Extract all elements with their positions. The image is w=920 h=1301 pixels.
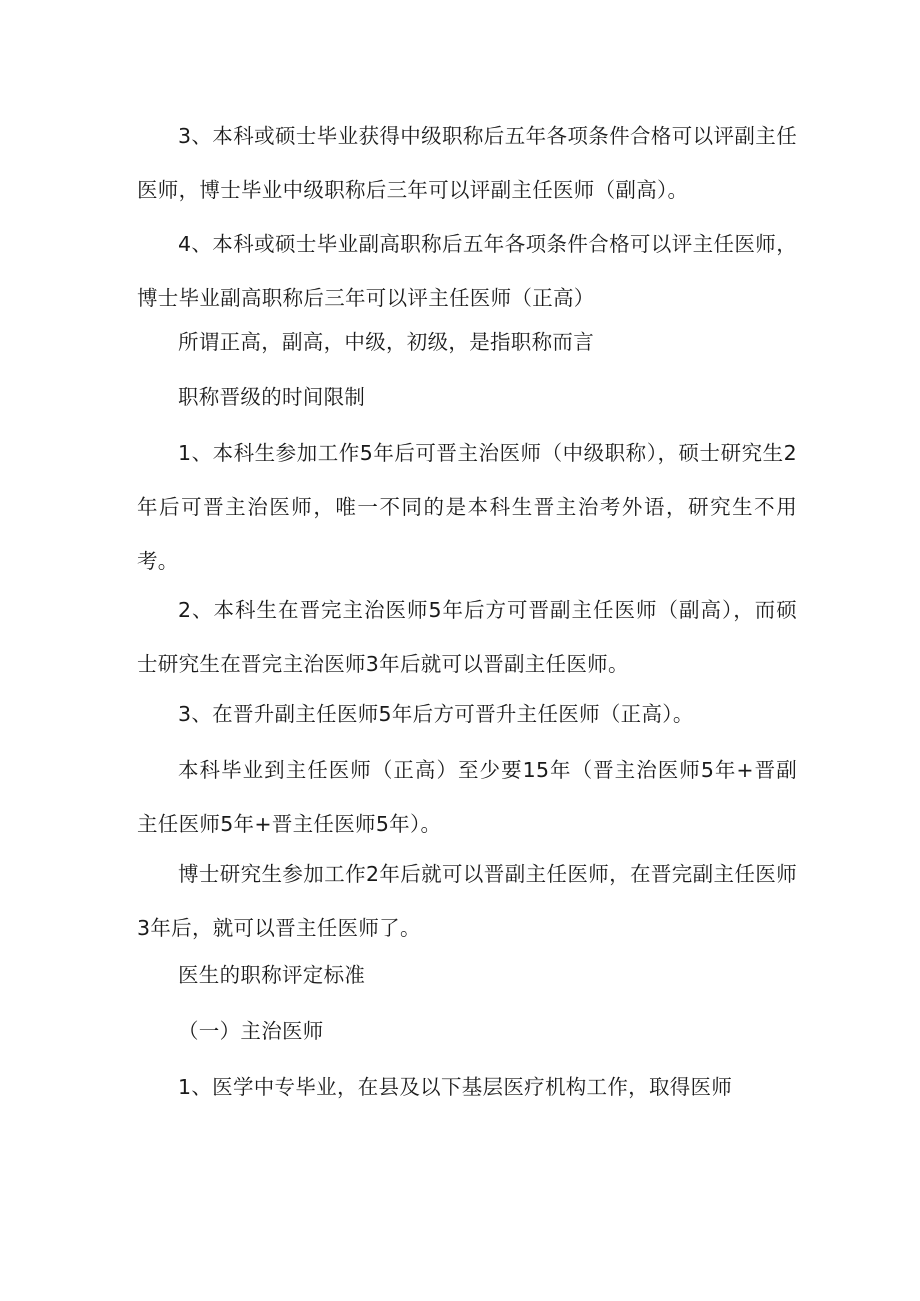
paragraph-time-limit-1: 1、本科生参加工作5年后可晋主治医师（中级职称），硕士研究生2年后可晋主治医师，唯一不同的是本科生晋主治考外语，研究生不用考。	[137, 441, 797, 573]
paragraph-doctorate-path: 博士研究生参加工作2年后就可以晋副主任医师，在晋完副主任医师3年后，就可以晋主任医师了。	[137, 862, 797, 940]
paragraph-time-limit-3: 3、在晋升副主任医师5年后方可晋升主任医师（正高）。	[178, 702, 694, 726]
paragraph-item-3-associate-chief: 3、本科或硕士毕业获得中级职称后五年各项条件合格可以评副主任医师，博士毕业中级职称后三年可以评副主任医师（副高）。	[137, 124, 797, 202]
subheading-attending-physician: （一）主治医师	[178, 1019, 324, 1043]
paragraph-title-levels-note: 所谓正高，副高，中级，初级，是指职称而言	[178, 330, 594, 354]
paragraph-bachelor-total-years: 本科毕业到主任医师（正高）至少要15年（晋主治医师5年+晋副主任医师5年+晋主任医师5年）。	[137, 758, 797, 836]
paragraph-item-4-chief: 4、本科或硕士毕业副高职称后五年各项条件合格可以评主任医师，博士毕业副高职称后三年可以评主任医师（正高）	[137, 232, 797, 310]
paragraph-time-limit-2: 2、本科生在晋完主治医师5年后方可晋副主任医师（副高），而硕士研究生在晋完主治医师3年后就可以晋副主任医师。	[137, 598, 797, 676]
section-heading-promotion-time-limits: 职称晋级的时间限制	[178, 385, 366, 409]
paragraph-attending-criterion-1: 1、医学中专毕业，在县及以下基层医疗机构工作，取得医师	[178, 1075, 733, 1099]
section-heading-evaluation-standards: 医生的职称评定标准	[178, 963, 366, 987]
